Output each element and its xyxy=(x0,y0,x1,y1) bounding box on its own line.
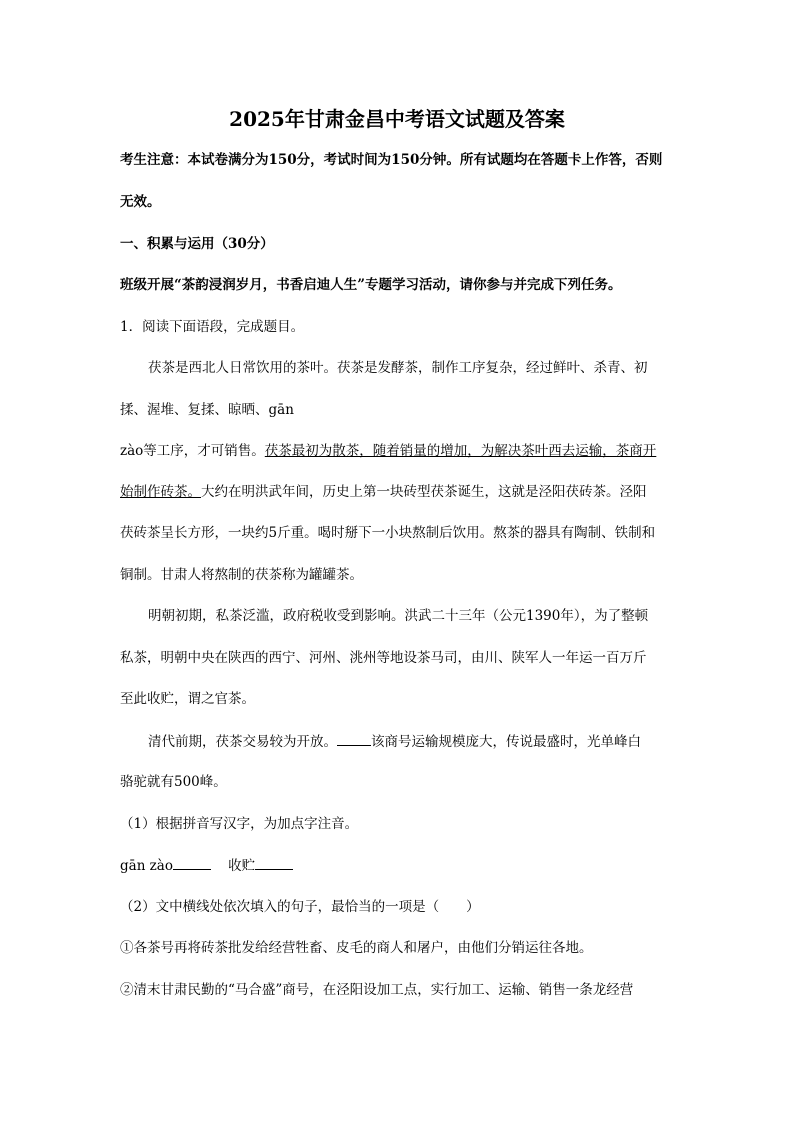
question-1-stem: 1．阅读下面语段，完成题目。 xyxy=(120,319,305,335)
sub-question-1: （1）根据拼音写汉字，为加点字注音。 xyxy=(120,816,359,832)
underlined-sentence: 茯茶最初为散茶，随着销量的增加，为解决茶叶西去运输，茶商开 xyxy=(264,443,657,459)
section-1-intro: 班级开展“茶韵浸润岁月，书香启迪人生”专题学习活动，请你参与并完成下列任务。 xyxy=(120,277,622,293)
passage-text: 该商号运输规模庞大，传说最盛时，光单峰白 xyxy=(371,734,641,750)
notice-line-2: 无效。 xyxy=(120,194,161,210)
passage-p2-line-1: 明朝初期，私茶泛滥，政府税收受到影响。洪武二十三年（公元1390年），为了整顿 xyxy=(148,608,649,624)
passage-p1-line-1: 茯茶是西北人日常饮用的茶叶。茯茶是发酵茶，制作工序复杂，经过鲜叶、杀青、初 xyxy=(148,360,648,376)
option-2: ②清末甘肃民勤的“马合盛”商号，在泾阳设加工点，实行加工、运输、销售一条龙经营 xyxy=(120,982,634,998)
passage-text: zào等工序，才可销售。 xyxy=(120,443,265,459)
passage-text: 清代前期，茯茶交易较为开放。 xyxy=(148,734,337,750)
passage-p2-line-2: 私茶，明朝中央在陕西的西宁、河州、洮州等地设茶马司，由川、陕军人一年运一百万斤 xyxy=(120,650,647,666)
passage-p3-line-2: 骆驼就有500峰。 xyxy=(120,774,227,790)
pinyin-prompt: gān zào xyxy=(120,858,173,874)
notice-line-1: 考生注意：本试卷满分为150分，考试时间为150分钟。所有试题均在答题卡上作答，否则 xyxy=(120,152,663,168)
passage-p2-line-3: 至此收贮，谓之官茶。 xyxy=(120,691,255,707)
passage-p1-line-4 xyxy=(120,482,680,502)
sub-question-2: （2）文中横线处依次填入的句子，最恰当的一项是（ ） xyxy=(120,899,480,915)
sub-question-1-answer-line xyxy=(120,855,680,876)
passage-p1-line-5: 茯砖茶呈长方形，一块约5斤重。喝时掰下一小块熬制后饮用。熬茶的器具有陶制、铁制和 xyxy=(120,525,656,541)
passage-text: 大约在明洪武年间，历史上第一块砖型茯茶诞生，这就是泾阳茯砖茶。泾阳 xyxy=(201,484,647,500)
word-prompt: 收贮 xyxy=(228,858,256,874)
answer-blank[interactable] xyxy=(255,855,293,870)
passage-p1-line-3 xyxy=(120,441,680,461)
passage-p3-line-1 xyxy=(148,731,680,752)
section-1-heading: 一、积累与运用（30分） xyxy=(120,236,274,252)
option-1: ①各茶号再将砖茶批发给经营牲畜、皮毛的商人和屠户，由他们分销运往各地。 xyxy=(120,940,593,956)
exam-title: 2025年甘肃金昌中考语文试题及答案 xyxy=(229,107,565,131)
underlined-sentence: 始制作砖茶。 xyxy=(120,484,201,500)
answer-blank[interactable] xyxy=(173,855,211,870)
fill-blank[interactable] xyxy=(337,731,371,746)
passage-p1-line-2: 揉、渥堆、复揉、晾晒、gān xyxy=(120,402,294,418)
passage-p1-line-6: 铜制。甘肃人将熬制的茯茶称为罐罐茶。 xyxy=(120,567,363,583)
